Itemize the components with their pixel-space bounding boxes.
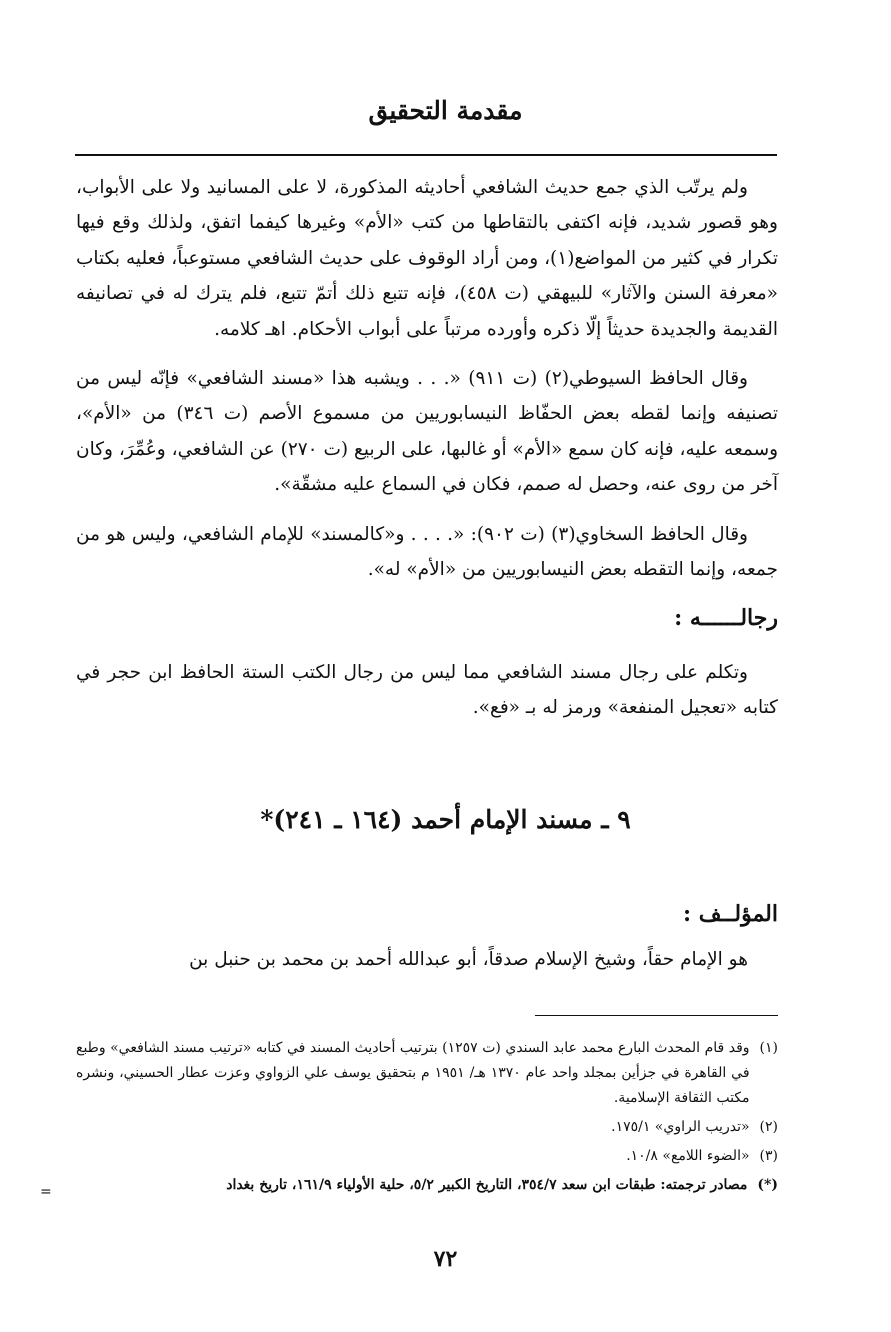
footnote-number: (١) [759,1040,778,1056]
footnote-text: «الضوء اللامع» ١٠/٨. [626,1148,750,1164]
author-heading: المؤلــف : [682,901,778,927]
footnote-text: وقد قام المحدث البارع محمد عابد السندي (ت ١٢٥٧) بترتيب أحاديث المسند في كتابه «ترتيب مسند الشافعي» وطبع في القاهرة في جزأين بمجلد واحد عام ١٣٧٠ هـ/ ١٩٥١ م بتحقيق يوسف علي الزواوي وعزت عطار الحسيني، ونشره مكتب الثقافة الإسلامية. [76,1040,750,1106]
chapter-title: ٩ ـ مسند الإمام أحمد (١٦٤ ـ ٢٤١)* [260,805,631,834]
footnote-text: «تدريب الراوي» ١٧٥/١. [611,1119,750,1135]
page-number: ٧٢ [433,1246,458,1272]
footnote-3 [76,1144,778,1169]
footnote-star [76,1173,778,1198]
paragraph-suyuti: وقال الحافظ السيوطي(٢) (ت ٩١١) «. . . ويشبه هذا «مسند الشافعي» فإنّه ليس من تصنيفه وإنما لقطه بعض الحفّاظ النيسابوريين من مسموع الأصم (ت ٣٤٦) من «الأم»، وسمعه عليه، فإنه كان سمع «الأم» أو غالبها، على الربيع (ت ٢٧٠) عن الشافعي، وعُمِّرَ، وكان آخر من روى عنه، وحصل له صمم، فكان في السماع عليه مشقّة». [76,368,778,496]
paragraph-rijal: وتكلم على رجال مسند الشافعي مما ليس من رجال الكتب الستة الحافظ ابن حجر في كتابه «تعجيل المنفعة» ورمز له بـ «فع». [76,661,778,719]
header-rule [75,154,777,156]
footnote-number: (*) [757,1177,778,1193]
author-section [76,897,778,977]
footnote-continuation-mark: = [40,1184,52,1200]
footnote-rule [535,1015,778,1016]
rijal-heading: رجالــــــه : [674,605,778,632]
paragraph-sakhawi: وقال الحافظ السخاوي(٣) (ت ٩٠٢): «. . . . و«كالمسند» للإمام الشافعي، وليس هو من جمعه، وإنما التقطه بعض النيسابوريين من «الأم» له». [76,523,778,581]
running-header: مقدمة التحقيق [368,96,523,125]
main-text [76,170,778,740]
footnote-1 [76,1036,778,1111]
paragraph-tartib: ولم يرتّب الذي جمع حديث الشافعي أحاديثه المذكورة، لا على المسانيد ولا على الأبواب، وهو قصور شديد، فإنه اكتفى بالتقاطها من كتب «الأم» وغيرها كيفما اتفق، ولذلك وقع فيها تكرار في كثير من المواضع(١)، ومن أراد الوقوف على حديث الشافعي مستوعباً، فعليه بكتاب «معرفة السنن والآثار» للبيهقي (ت ٤٥٨)، فإنه تتبع ذلك أتمّ تتبع، فلم يترك له في تصانيفه القديمة والجديدة حديثاً إلّا ذكره وأورده مرتباً على أبواب الأحكام. اهـ كلامه. [76,177,779,340]
footnote-number: (٣) [759,1148,778,1164]
footnote-number: (٢) [759,1119,778,1135]
footnotes [76,1036,778,1202]
footnote-text: مصادر ترجمته: طبقات ابن سعد ٣٥٤/٧، التاريخ الكبير ٥/٢، حلية الأولياء ١٦١/٩، تاريخ بغداد [226,1177,748,1193]
author-paragraph: هو الإمام حقاً، وشيخ الإسلام صدقاً، أبو عبدالله أحمد بن محمد بن حنبل بن [189,949,748,970]
footnote-2 [76,1115,778,1140]
